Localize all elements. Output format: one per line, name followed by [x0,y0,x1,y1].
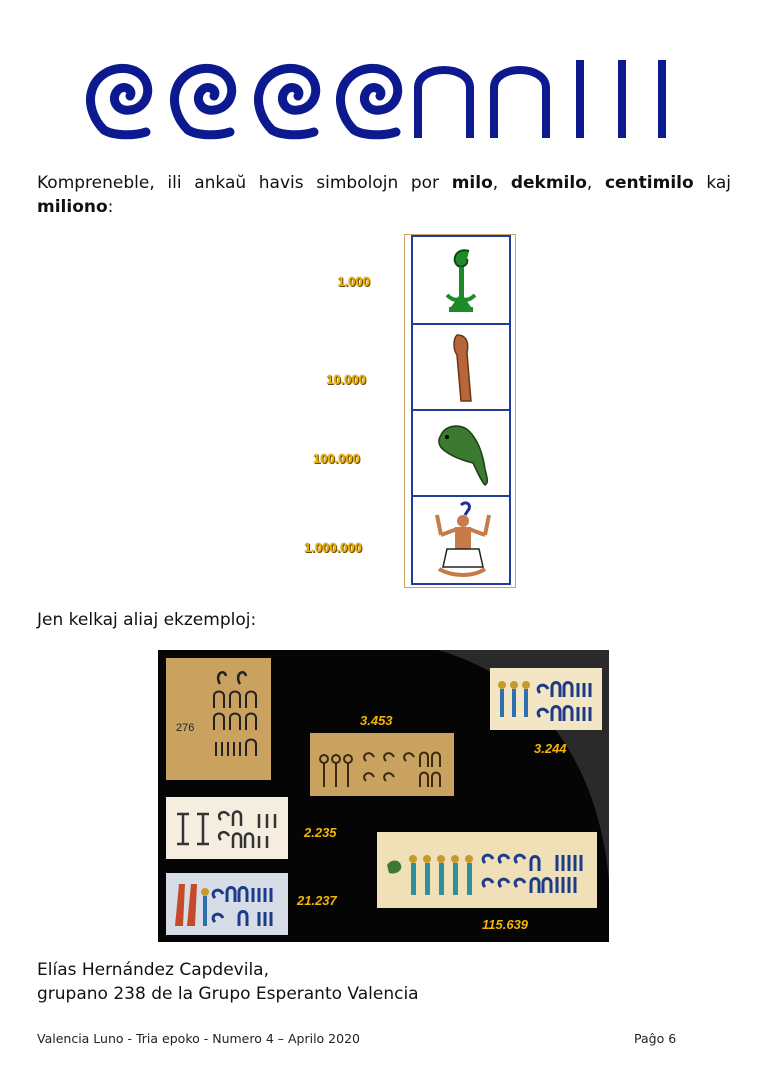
example-tile [310,733,454,796]
lotus-icon [413,237,509,323]
papyrus-numerals [210,664,270,774]
papyrus-label: 276 [176,722,195,734]
ten-arch-icon [418,70,470,138]
one-stroke-icon [658,60,666,138]
ten-arch-icon [494,70,546,138]
separator: , [492,173,511,193]
intro-paragraph [37,171,731,219]
tadpole-icon [413,411,509,495]
hundred-coil-icon [175,68,232,134]
value-label: 1.000.000 [304,540,362,555]
value-label: 100.000 [313,451,360,466]
footer-left: Valencia Luno - Tria epoko - Numero 4 – Aprilo 2020 [37,1031,360,1046]
example-tile [490,668,602,730]
example-number: 115.639 [482,917,529,932]
hundred-coil-icon [91,68,148,134]
numeral-group-115639 [381,835,593,905]
one-stroke-icon [618,60,626,138]
numeral-group-2235 [169,800,285,856]
value-label: 10.000 [326,372,366,387]
example-number: 2.235 [304,825,337,840]
symbol-cell [411,323,511,411]
numeral-strip [84,52,684,144]
separator: , [586,173,605,193]
author-name: Elías Hernández Capdevila, [37,960,269,980]
term-dekmilo: dekmilo [510,173,587,193]
symbols-table [404,234,516,588]
one-stroke-icon [576,60,584,138]
symbol-cell [411,235,511,325]
hundred-coil-icon [259,68,316,134]
header-numerals [84,52,684,144]
numeral-group-21237 [169,876,285,932]
numeral-group-3244 [494,671,598,727]
example-tile [166,658,271,780]
value-label: 1.000 [337,274,370,289]
examples-intro: Jen kelkaj aliaj ekzemploj: [37,610,257,630]
colon: : [107,197,114,217]
example-tile [166,873,288,935]
term-centimilo: centimilo [604,173,694,193]
example-number: 3.244 [534,741,567,756]
example-tile [377,832,597,908]
term-miliono: miliono [37,197,108,217]
symbol-cell [411,409,511,497]
example-number: 21.237 [297,893,337,908]
heh-god-icon [413,497,509,583]
finger-icon [413,325,509,409]
symbol-cell [411,495,511,585]
footer-page-number: Paĝo 6 [634,1031,677,1046]
example-tile [166,797,288,859]
example-number: 3.453 [360,713,393,728]
hundred-coil-icon [341,68,398,134]
author-group: grupano 238 de la Grupo Esperanto Valencia [37,984,419,1004]
term-milo: milo [451,173,493,193]
intro-text: Kompreneble, ili ankaŭ havis simbolojn por [37,173,452,193]
numeral-group-3453 [314,737,450,793]
examples-panel [158,650,609,942]
intro-text: kaj [693,173,732,193]
